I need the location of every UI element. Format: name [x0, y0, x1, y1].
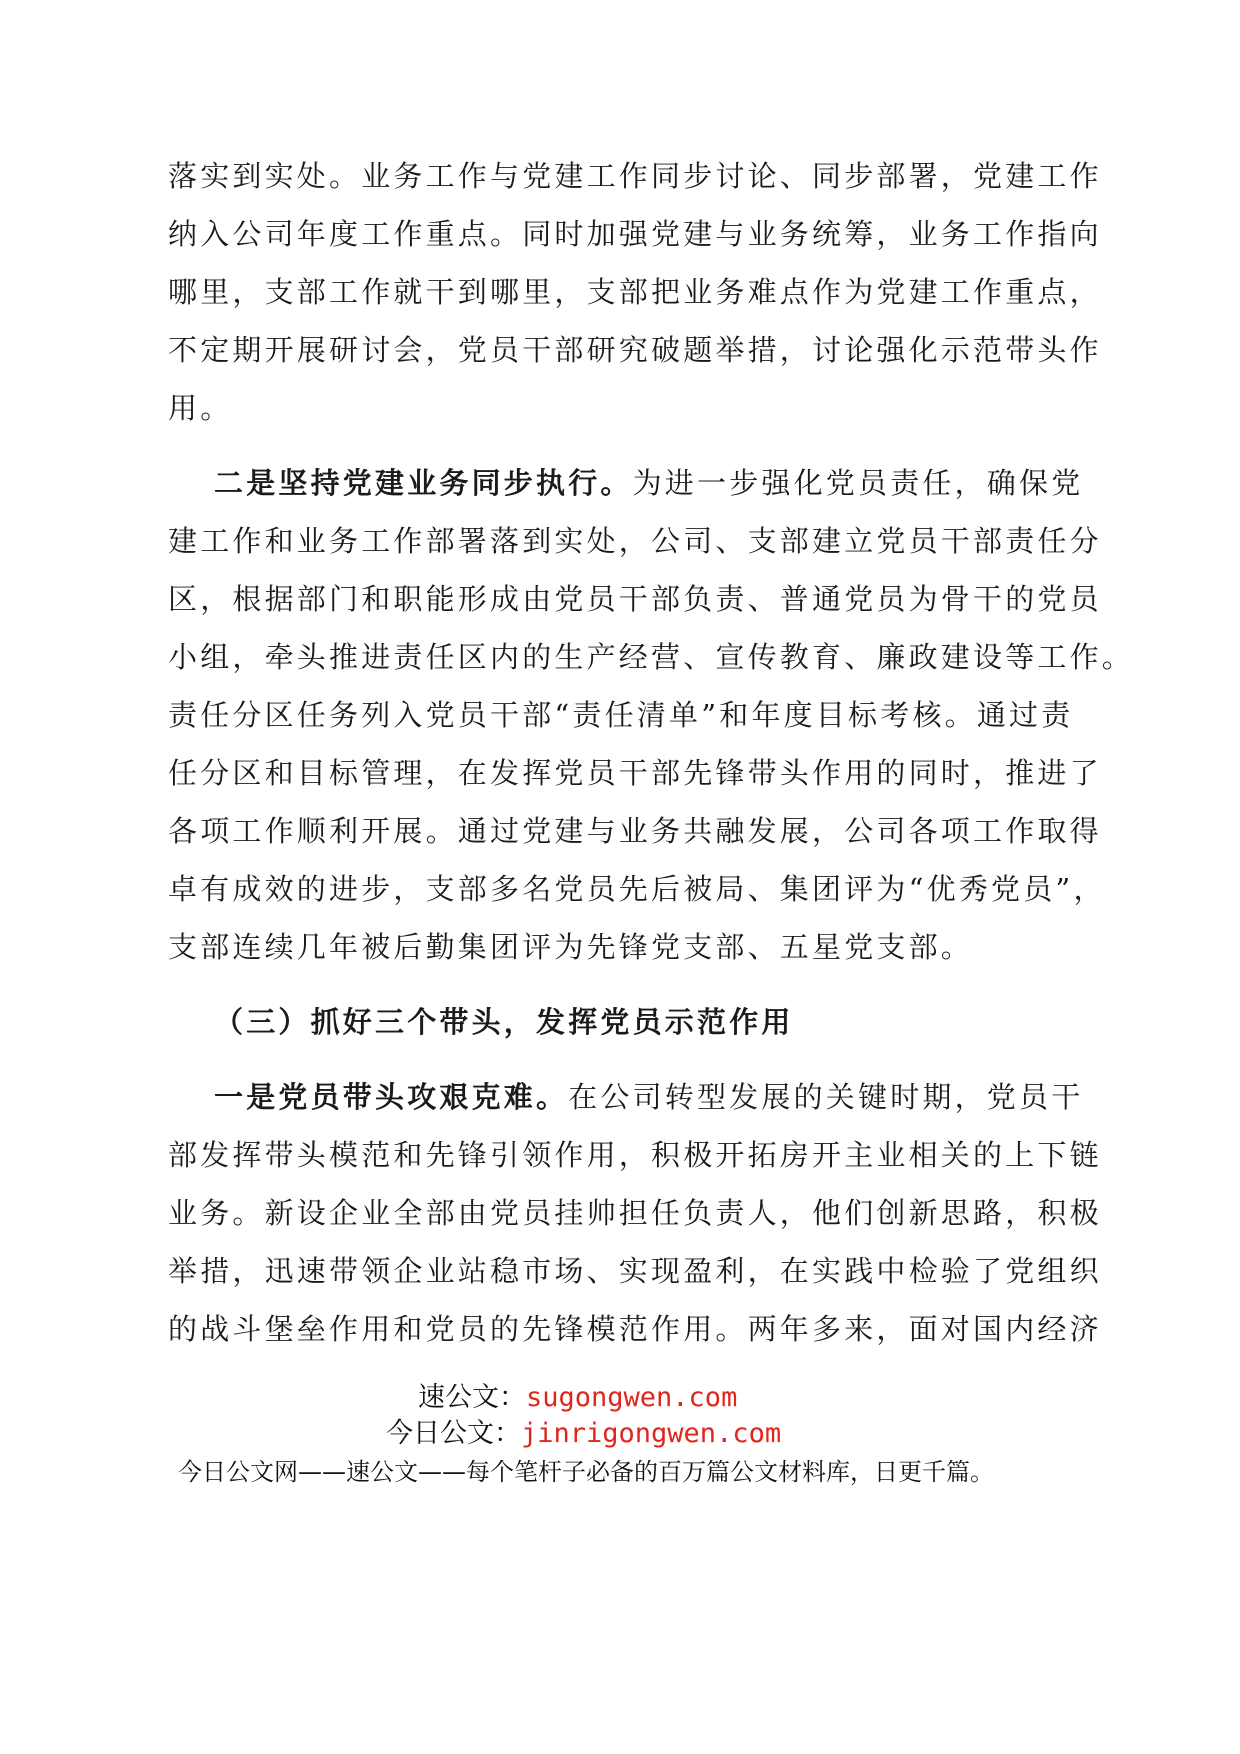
paragraph-line: 小组，牵头推进责任区内的生产经营、宣传教育、廉政建设等工作。 — [168, 640, 1135, 674]
paragraph-line: 纳入公司年度工作重点。同时加强党建与业务统筹，业务工作指向 — [168, 217, 1102, 251]
footer-site-1-label: 速公文： — [418, 1382, 526, 1413]
paragraph-first-rest: 在公司转型发展的关键时期，党员干 — [568, 1080, 1084, 1114]
paragraph-line: 区，根据部门和职能形成由党员干部负责、普通党员为骨干的党员 — [168, 582, 1102, 616]
footer-site-1 — [418, 1380, 737, 1416]
paragraph-first-line — [214, 463, 1083, 503]
paragraph-line: 任分区和目标管理，在发挥党员干部先锋带头作用的同时，推进了 — [168, 756, 1102, 790]
paragraph-line: 支部连续几年被后勤集团评为先锋党支部、五星党支部。 — [168, 930, 974, 964]
paragraph-lead: 二是坚持党建业务同步执行。 — [214, 466, 633, 500]
footer-site-2-label: 今日公文： — [386, 1418, 521, 1449]
paragraph-line: 业务。新设企业全部由党员挂帅担任负责人，他们创新思路，积极 — [168, 1196, 1102, 1230]
paragraph-line: 用。 — [168, 391, 233, 425]
paragraph-line: 哪里，支部工作就干到哪里，支部把业务难点作为党建工作重点， — [168, 275, 1102, 309]
paragraph-line: 建工作和业务工作部署落到实处，公司、支部建立党员干部责任分 — [168, 524, 1102, 558]
paragraph-first-line — [214, 1077, 1083, 1117]
paragraph-line: 部发挥带头模范和先锋引领作用，积极开拓房开主业相关的上下链 — [168, 1138, 1102, 1172]
section-heading: （三）抓好三个带头，发挥党员示范作用 — [214, 1005, 794, 1039]
footer-site-1-link[interactable]: sugongwen.com — [526, 1382, 738, 1413]
paragraph-line: 举措，迅速带领企业站稳市场、实现盈利，在实践中检验了党组织 — [168, 1254, 1102, 1288]
footer-slogan: 今日公文网——速公文——每个笔杆子必备的百万篇公文材料库，日更千篇。 — [178, 1458, 994, 1486]
paragraph-line: 落实到实处。业务工作与党建工作同步讨论、同步部署，党建工作 — [168, 159, 1102, 193]
paragraph-line: 的战斗堡垒作用和党员的先锋模范作用。两年多来，面对国内经济 — [168, 1312, 1102, 1346]
paragraph-lead: 一是党员带头攻艰克难。 — [214, 1080, 569, 1114]
paragraph-line: 不定期开展研讨会，党员干部研究破题举措，讨论强化示范带头作 — [168, 333, 1102, 367]
footer-site-2-link[interactable]: jinrigongwen.com — [521, 1418, 782, 1449]
paragraph-first-rest: 为进一步强化党员责任，确保党 — [632, 466, 1084, 500]
paragraph-line: 责任分区任务列入党员干部“责任清单”和年度目标考核。通过责 — [168, 698, 1074, 732]
paragraph-line: 各项工作顺利开展。通过党建与业务共融发展，公司各项工作取得 — [168, 814, 1102, 848]
footer-site-2 — [386, 1416, 781, 1452]
paragraph-line: 卓有成效的进步，支部多名党员先后被局、集团评为“优秀党员”， — [168, 872, 1106, 906]
